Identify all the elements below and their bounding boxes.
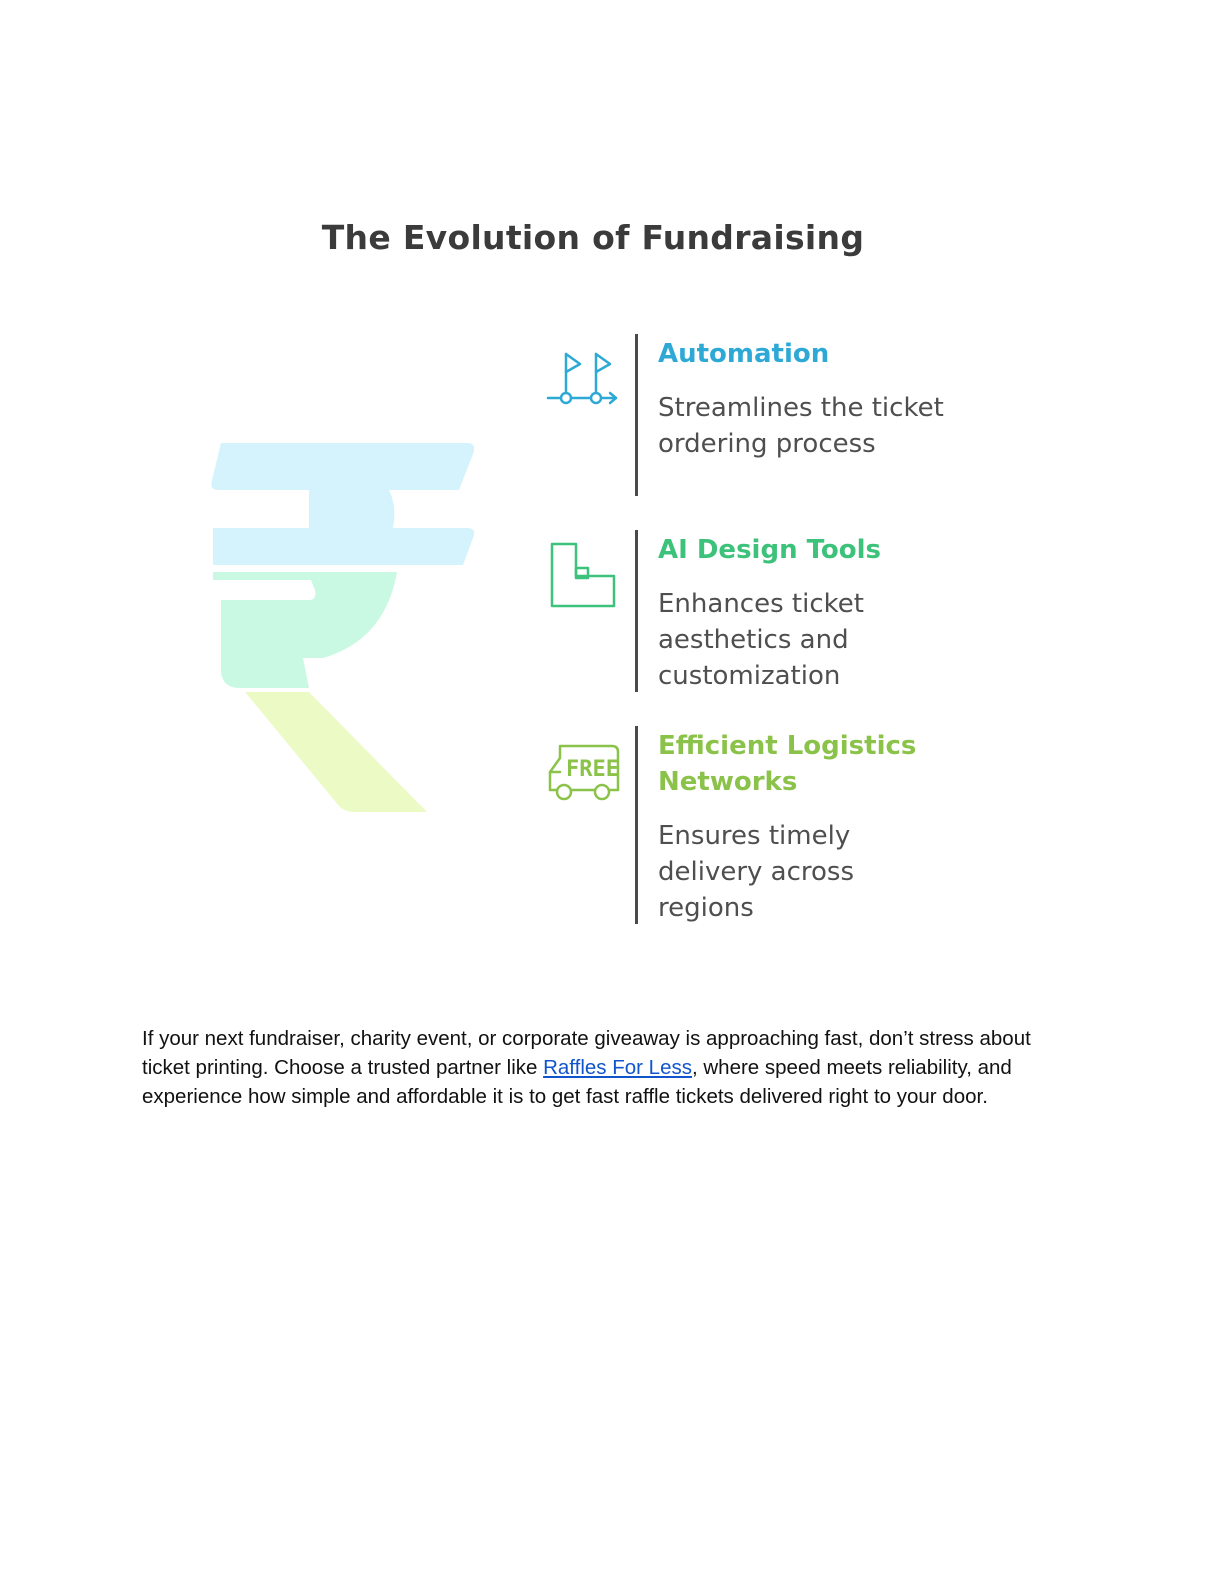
rupee-symbol-icon [205,440,480,820]
svg-text:FREE: FREE [566,757,619,782]
item-divider [635,530,638,692]
rupee-middle-bar [213,528,474,565]
paragraph-text-after: , where speed meets reliability, and experience how simple and affordable it is to get fast raffle tickets delivered right to your door. [142,1055,1012,1108]
rupee-curve-upper [309,490,394,528]
flags-route-icon [546,350,622,420]
layout-shapes-icon [546,540,622,610]
rupee-bowl-fill [221,600,309,650]
item-description: Ensures timely delivery across regions [658,821,855,923]
item-description: Enhances ticket aesthetics and customization [658,589,864,691]
item-divider [635,726,638,924]
paragraph-text-before: If your next fundraiser, charity event, or corporate giveaway is approaching fast, don’t stress about ticket printing. Choose a trusted partner like [142,1026,1031,1079]
rupee-leg [245,692,427,812]
item-description: Streamlines the ticket ordering process [658,393,944,459]
item-heading: Efficient Logistics Networks [658,731,917,797]
item-heading: AI Design Tools [658,535,882,565]
item-heading: Automation [658,339,830,369]
rupee-top-bar [211,443,474,490]
item-divider [635,334,638,496]
figure-title: The Evolution of Fundraising [321,218,865,257]
body-paragraph [142,1024,1072,1111]
raffles-for-less-link[interactable]: Raffles For Less [543,1055,692,1079]
free-delivery-van-icon [546,738,622,808]
